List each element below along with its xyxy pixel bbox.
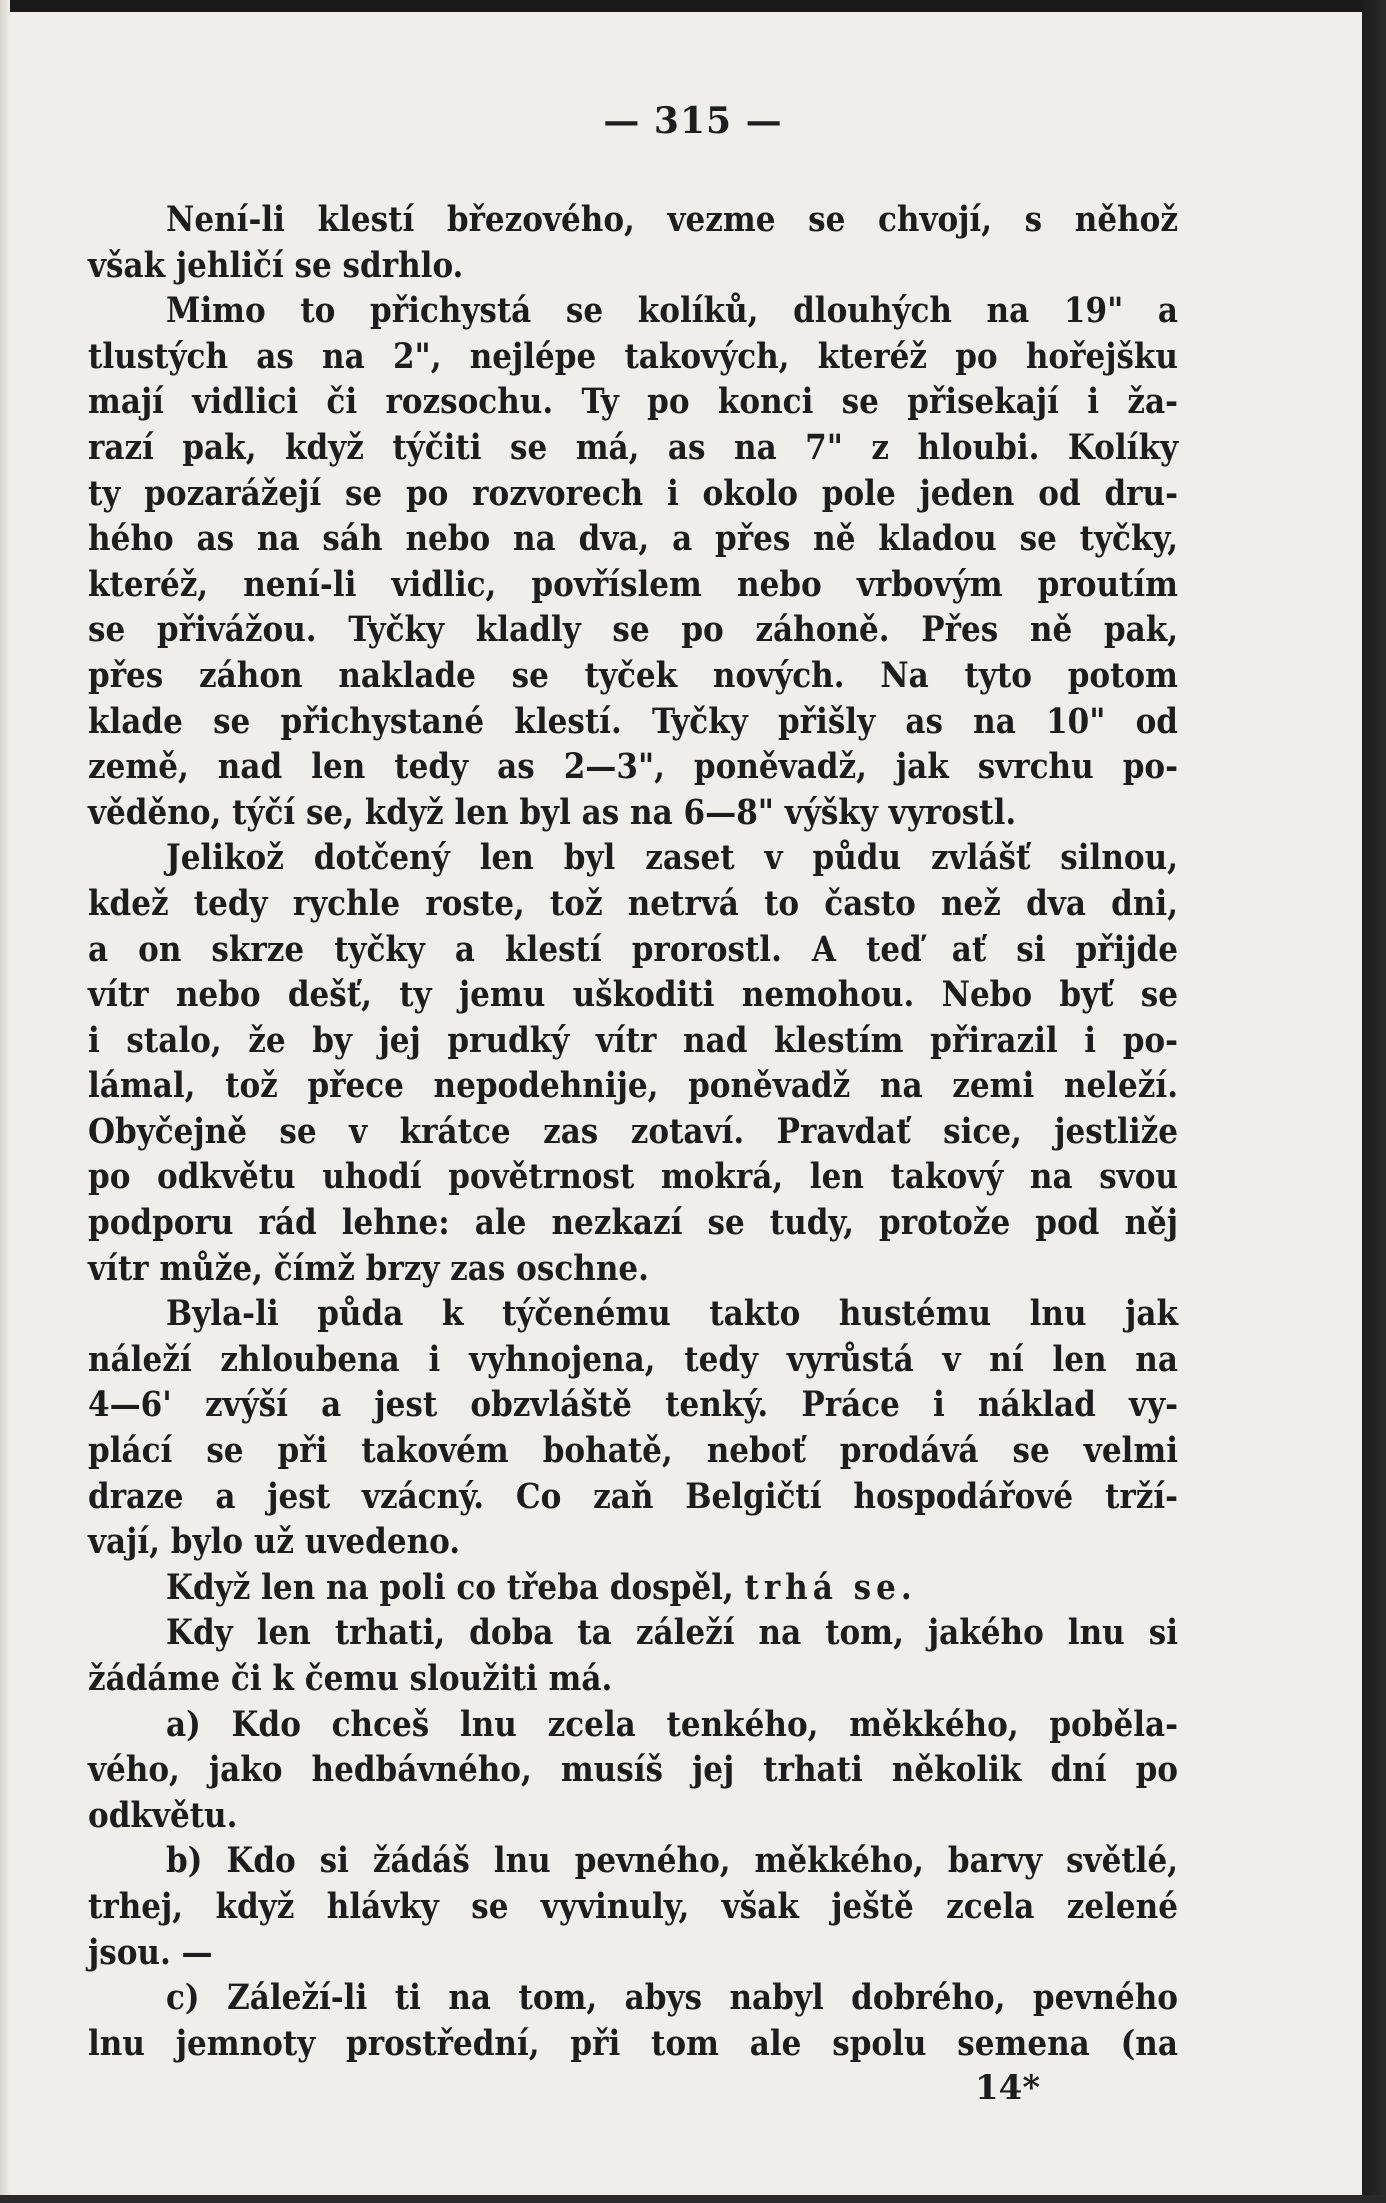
- text-line: trhej, když hlávky se vyvinuly, však ještě zcela zelené: [88, 1886, 1178, 1927]
- text-line: a) Kdo chceš lnu zcela tenkého, měkkého, poběla-: [166, 1704, 1178, 1745]
- text-line: žádáme či k čemu sloužiti má.: [88, 1659, 613, 1699]
- text-line: však jehličí se sdrhlo.: [88, 245, 464, 286]
- text-line: draze a jest vzácný. Co zaň Belgičtí hospodářové trží-: [88, 1476, 1178, 1517]
- text-line: jsou. —: [88, 1932, 213, 1973]
- text-line: země, nad len tedy as 2—3", poněvadž, jak svrchu po-: [88, 747, 1178, 788]
- page-body-text: [88, 198, 1178, 2067]
- text-line: po odkvětu uhodí povětrnost mokrá, len takový na svou: [88, 1157, 1178, 1198]
- text-line: Není-li klestí březového, vezme se chvojí, s něhož: [166, 200, 1178, 240]
- text-line: klade se přichystané klestí. Tyčky přišly as na 10" od: [88, 701, 1178, 742]
- text-line: [88, 1566, 1178, 1612]
- page-gutter-shadow: [0, 0, 10, 2203]
- text-line: tlustých as na 2", nejlépe takových, kteréž po hořejšku: [88, 336, 1178, 377]
- text-line: se přivážou. Tyčky kladly se po záhoně. Přes ně pak,: [88, 610, 1178, 651]
- text-line: náleží zhloubena i vyhnojena, tedy vyrůstá v ní len na: [88, 1339, 1178, 1380]
- scan-edge-right: [1362, 0, 1386, 2203]
- text-line: mají vidlici či rozsochu. Ty po konci se přisekají i ža-: [88, 382, 1178, 423]
- text-line: vého, jako hedbávného, musíš jej trhati několik dní po: [88, 1750, 1178, 1791]
- text-line: c) Záleží-li ti na tom, abys nabyl dobrého, pevného: [166, 1978, 1178, 2019]
- text-line: kdež tedy rychle roste, tož netrvá to často než dva dni,: [88, 883, 1178, 924]
- text-line: kteréž, není-li vidlic, povříslem nebo vrbovým proutím: [88, 564, 1178, 605]
- text-line-part: Když len na poli co třeba dospěl,: [166, 1567, 734, 1608]
- signature-mark: 14*: [975, 2068, 1041, 2108]
- text-line: Kdy len trhati, doba ta záleží na tom, jakého lnu si: [166, 1613, 1178, 1654]
- text-line: plácí se při takovém bohatě, neboť prodává se velmi: [88, 1431, 1178, 1472]
- text-line: lnu jemnoty prostřední, při tom ale spolu semena (na: [88, 2023, 1178, 2064]
- scan-edge-bottom: [0, 2195, 1386, 2203]
- scan-edge-top: [0, 0, 1386, 12]
- text-line: hého as na sáh nebo na dva, a přes ně kladou se tyčky,: [88, 519, 1178, 560]
- text-line: přes záhon naklade se tyček nových. Na tyto potom: [88, 655, 1178, 696]
- text-line: lámal, tož přece nepodehnije, poněvadž na zemi neleží.: [88, 1066, 1178, 1107]
- text-line: odkvětu.: [88, 1795, 238, 1836]
- spaced-emphasis: trhá se.: [744, 1567, 917, 1608]
- text-line: podporu rád lehne: ale nezkazí se tudy, protože pod něj: [88, 1203, 1178, 1244]
- text-line: 4—6' zvýší a jest obzvláště tenký. Práce i náklad vy-: [88, 1385, 1178, 1426]
- text-line: i stalo, že by jej prudký vítr nad klestím přirazil i po-: [88, 1020, 1178, 1061]
- text-line: a on skrze tyčky a klestí prorostl. A teď ať si přijde: [88, 929, 1178, 970]
- text-line: věděno, týčí se, když len byl as na 6—8" výšky vyrostl.: [88, 792, 1017, 833]
- page-number: — 315 —: [603, 100, 783, 142]
- text-line: Mimo to přichystá se kolíků, dlouhých na 19" a: [166, 291, 1178, 332]
- text-line: vítr nebo dešť, ty jemu uškoditi nemohou. Nebo byť se: [88, 975, 1178, 1016]
- text-line: Jelikož dotčený len byl zaset v půdu zvlášť silnou,: [166, 838, 1178, 879]
- text-line: Byla-li půda k týčenému takto hustému lnu jak: [166, 1294, 1178, 1335]
- text-line: razí pak, když týčiti se má, as na 7" z hloubi. Kolíky: [88, 427, 1178, 468]
- text-line: ty pozarážejí se po rozvorech i okolo pole jeden od dru-: [88, 473, 1178, 514]
- text-line: Obyčejně se v krátce zas zotaví. Pravdať sice, jestliže: [88, 1111, 1178, 1152]
- text-line: vají, bylo už uvedeno.: [88, 1522, 461, 1563]
- text-line: b) Kdo si žádáš lnu pevného, měkkého, barvy světlé,: [166, 1841, 1178, 1882]
- text-line: vítr může, čímž brzy zas oschne.: [88, 1248, 649, 1289]
